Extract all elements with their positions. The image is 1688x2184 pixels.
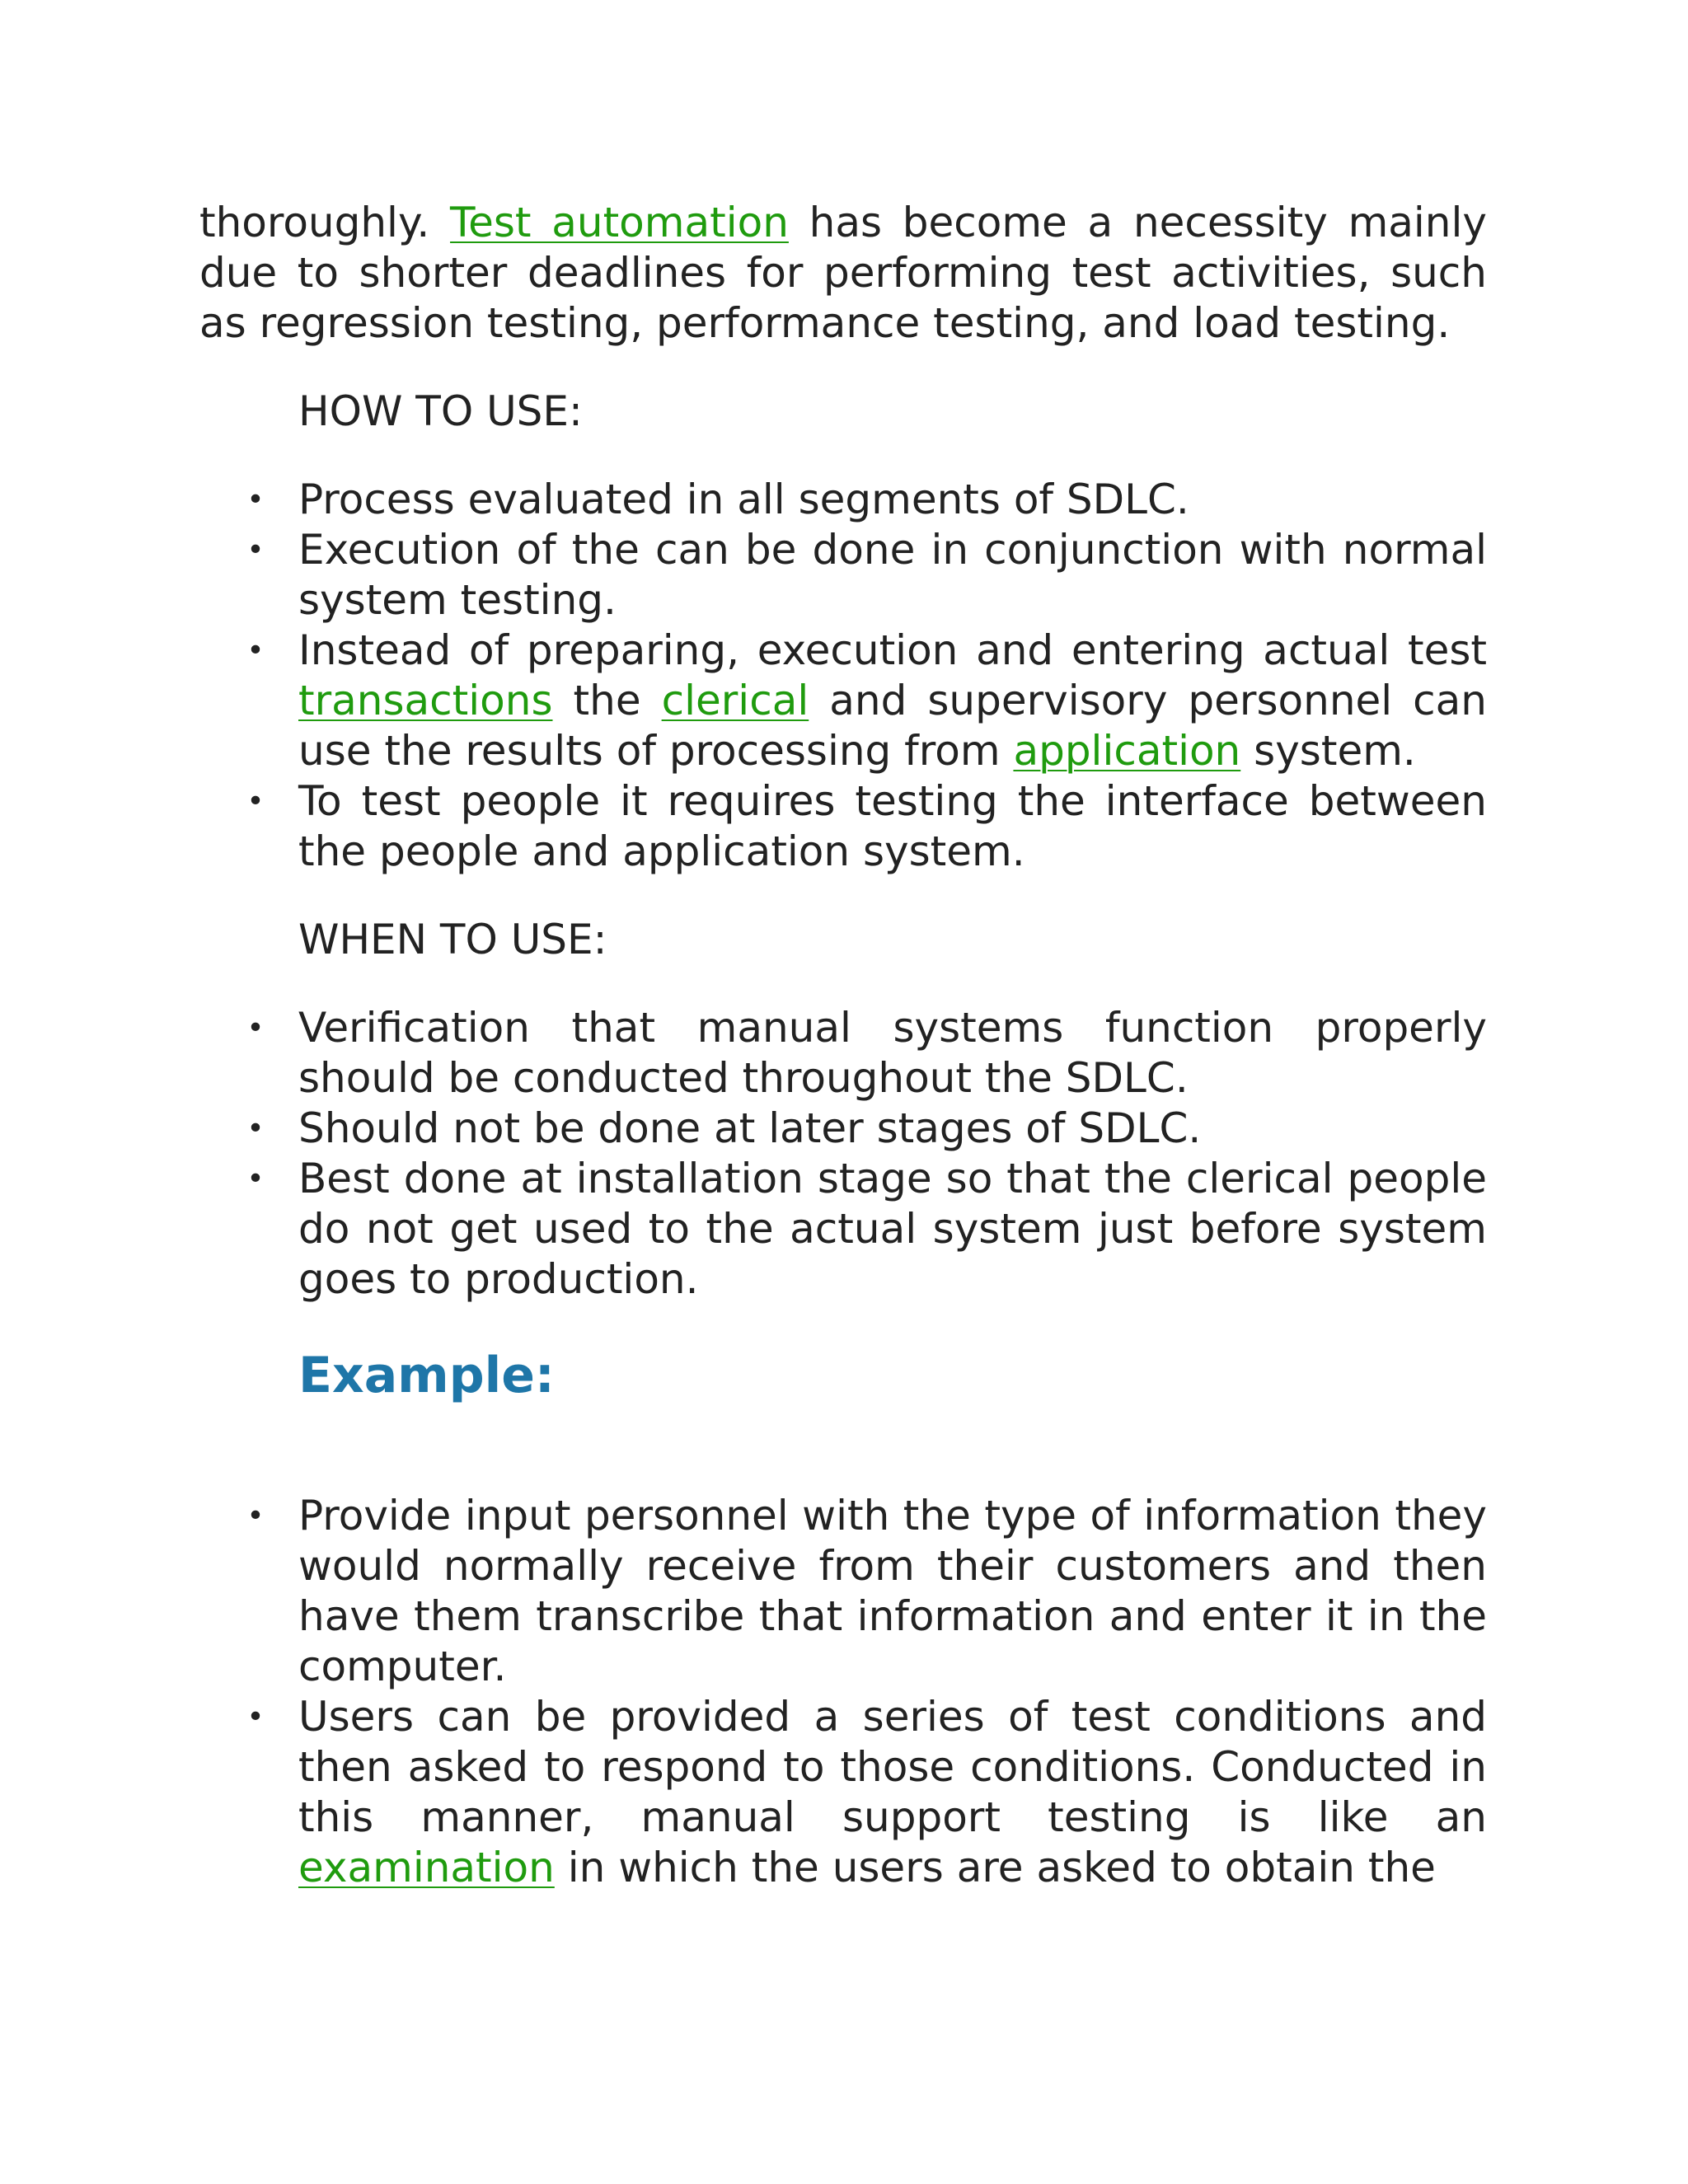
list-item [246,626,1487,776]
clerical-link[interactable]: clerical [661,677,809,724]
bullet-icon: • [246,1162,265,1196]
list-item [246,525,1487,626]
intro-text-start: thoroughly. [199,199,451,246]
list-item-text: Provide input personnel with the type of information they would normally receive from their customers and then have them transcribe that information and enter it in the computer. [298,1492,1487,1690]
list-item-text: system. [1240,727,1416,775]
bullet-icon: • [246,1499,265,1533]
bullet-icon: • [246,1112,265,1146]
examination-link[interactable]: examination [298,1844,555,1891]
document-page [199,198,1487,1893]
when-to-use-list [199,1003,1487,1305]
bullet-icon: • [246,483,265,517]
bullet-icon: • [246,1011,265,1045]
application-link[interactable]: application [1013,727,1241,775]
list-item-text: in which the users are asked to obtain the [554,1844,1436,1891]
transactions-link[interactable]: transactions [298,677,553,724]
list-item-text: Process evaluated in all segments of SDLC. [298,476,1189,523]
intro-paragraph [199,198,1487,349]
example-heading: Example: [298,1347,555,1404]
list-item-text: Best done at installation stage so that the clerical people do not get used to the actual system just before system goes to production. [298,1155,1487,1303]
list-item-text: Instead of preparing, execution and entering actual test [298,626,1487,674]
example-list [199,1491,1487,1893]
intro-text-end: has become a necessity mainly due to shorter deadlines for performing test activities, such as regression testing, performance testing, and load testing. [199,199,1487,347]
list-item [246,1692,1487,1893]
list-item-text: Verification that manual systems function properly should be conducted throughout the SDLC. [298,1004,1487,1102]
list-item-text: Should not be done at later stages of SDLC. [298,1104,1202,1152]
list-item-text: the [552,677,662,724]
bullet-icon: • [246,634,265,668]
list-item-text: and supervisory personnel can use the results of processing from [298,677,1487,775]
bullet-icon: • [246,1700,265,1734]
list-item [246,1104,1487,1154]
bullet-icon: • [246,785,265,818]
how-to-use-heading: HOW TO USE: [298,387,583,435]
list-item [246,1491,1487,1692]
list-item-text: Execution of the can be done in conjunction with normal system testing. [298,526,1487,624]
list-item-text: Users can be provided a series of test conditions and then asked to respond to those conditions. Conducted in this manner, manual support testing is like an [298,1693,1487,1841]
test-automation-link[interactable]: Test automation [450,199,789,246]
how-to-use-list [199,475,1487,877]
when-to-use-heading: WHEN TO USE: [298,916,607,963]
bullet-icon: • [246,533,265,567]
list-item [246,1154,1487,1305]
list-item [246,776,1487,877]
list-item-text: To test people it requires testing the interface between the people and application system. [298,777,1487,875]
list-item [246,1003,1487,1104]
list-item [246,475,1487,525]
